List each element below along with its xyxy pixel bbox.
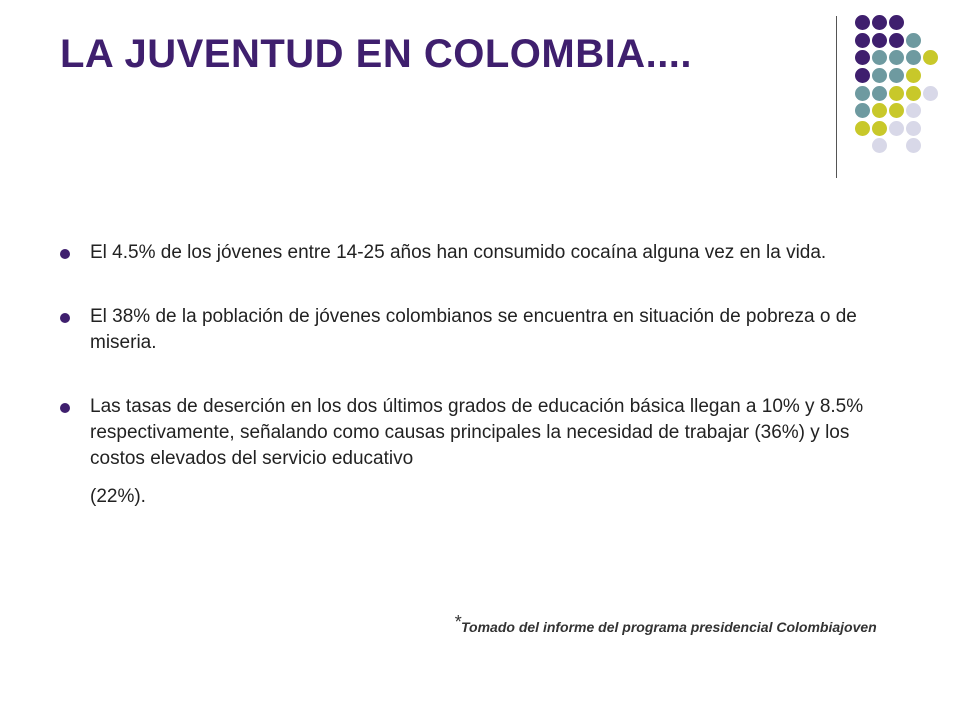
bullet-text-tail: (22%). [90, 486, 146, 507]
decor-dot [906, 138, 921, 153]
decor-dot [906, 68, 921, 83]
decor-dot [872, 121, 887, 136]
decor-dot [906, 86, 921, 101]
bullet-item [60, 240, 900, 266]
bullet-text: El 4.5% de los jóvenes entre 14-25 años han consumido cocaína alguna vez en la vida. [90, 242, 827, 263]
bullet-text: El 38% de la población de jóvenes colombianos se encuentra en situación de pobreza o de miseria. [90, 306, 857, 353]
bullet-item [60, 394, 900, 510]
decor-dot [889, 33, 904, 48]
decor-dot [889, 15, 904, 30]
bullet-item [60, 304, 900, 356]
decor-dot [855, 33, 870, 48]
vertical-divider [836, 16, 837, 178]
decor-dot [855, 50, 870, 65]
bullet-marker [60, 249, 70, 259]
source-text: Tomado del informe del programa presidencial Colombiajoven [461, 619, 877, 635]
decor-dot [872, 68, 887, 83]
decor-dot [872, 15, 887, 30]
decor-dot [906, 33, 921, 48]
decor-dot [889, 50, 904, 65]
bullet-marker [60, 313, 70, 323]
decor-dot [855, 68, 870, 83]
decor-dot [872, 33, 887, 48]
footnote-asterisk: * [454, 612, 462, 632]
decor-dot [872, 86, 887, 101]
decor-dot [855, 103, 870, 118]
bullet-marker [60, 403, 70, 413]
slide-title: LA JUVENTUD EN COLOMBIA.... [60, 32, 693, 76]
decor-dot [855, 86, 870, 101]
decor-dot [872, 50, 887, 65]
decor-dot [906, 103, 921, 118]
decor-dot [889, 68, 904, 83]
decor-dot [923, 50, 938, 65]
decor-dot [906, 50, 921, 65]
decorative-dot-grid [0, 0, 960, 180]
bullet-list [60, 240, 900, 548]
decor-dot [889, 103, 904, 118]
decor-dot [889, 86, 904, 101]
bullet-text: Las tasas de deserción en los dos últimos grados de educación básica llegan a 10% y 8.5% respectivamente, señalando como causas principales la necesidad de trabajar (36%) y los costos elevados del servicio educativo [90, 396, 864, 469]
decor-dot [855, 121, 870, 136]
decor-dot [889, 121, 904, 136]
decor-dot [855, 15, 870, 30]
decor-dot [923, 86, 938, 101]
source-note [454, 612, 877, 635]
decor-dot [872, 103, 887, 118]
decor-dot [906, 121, 921, 136]
decor-dot [872, 138, 887, 153]
